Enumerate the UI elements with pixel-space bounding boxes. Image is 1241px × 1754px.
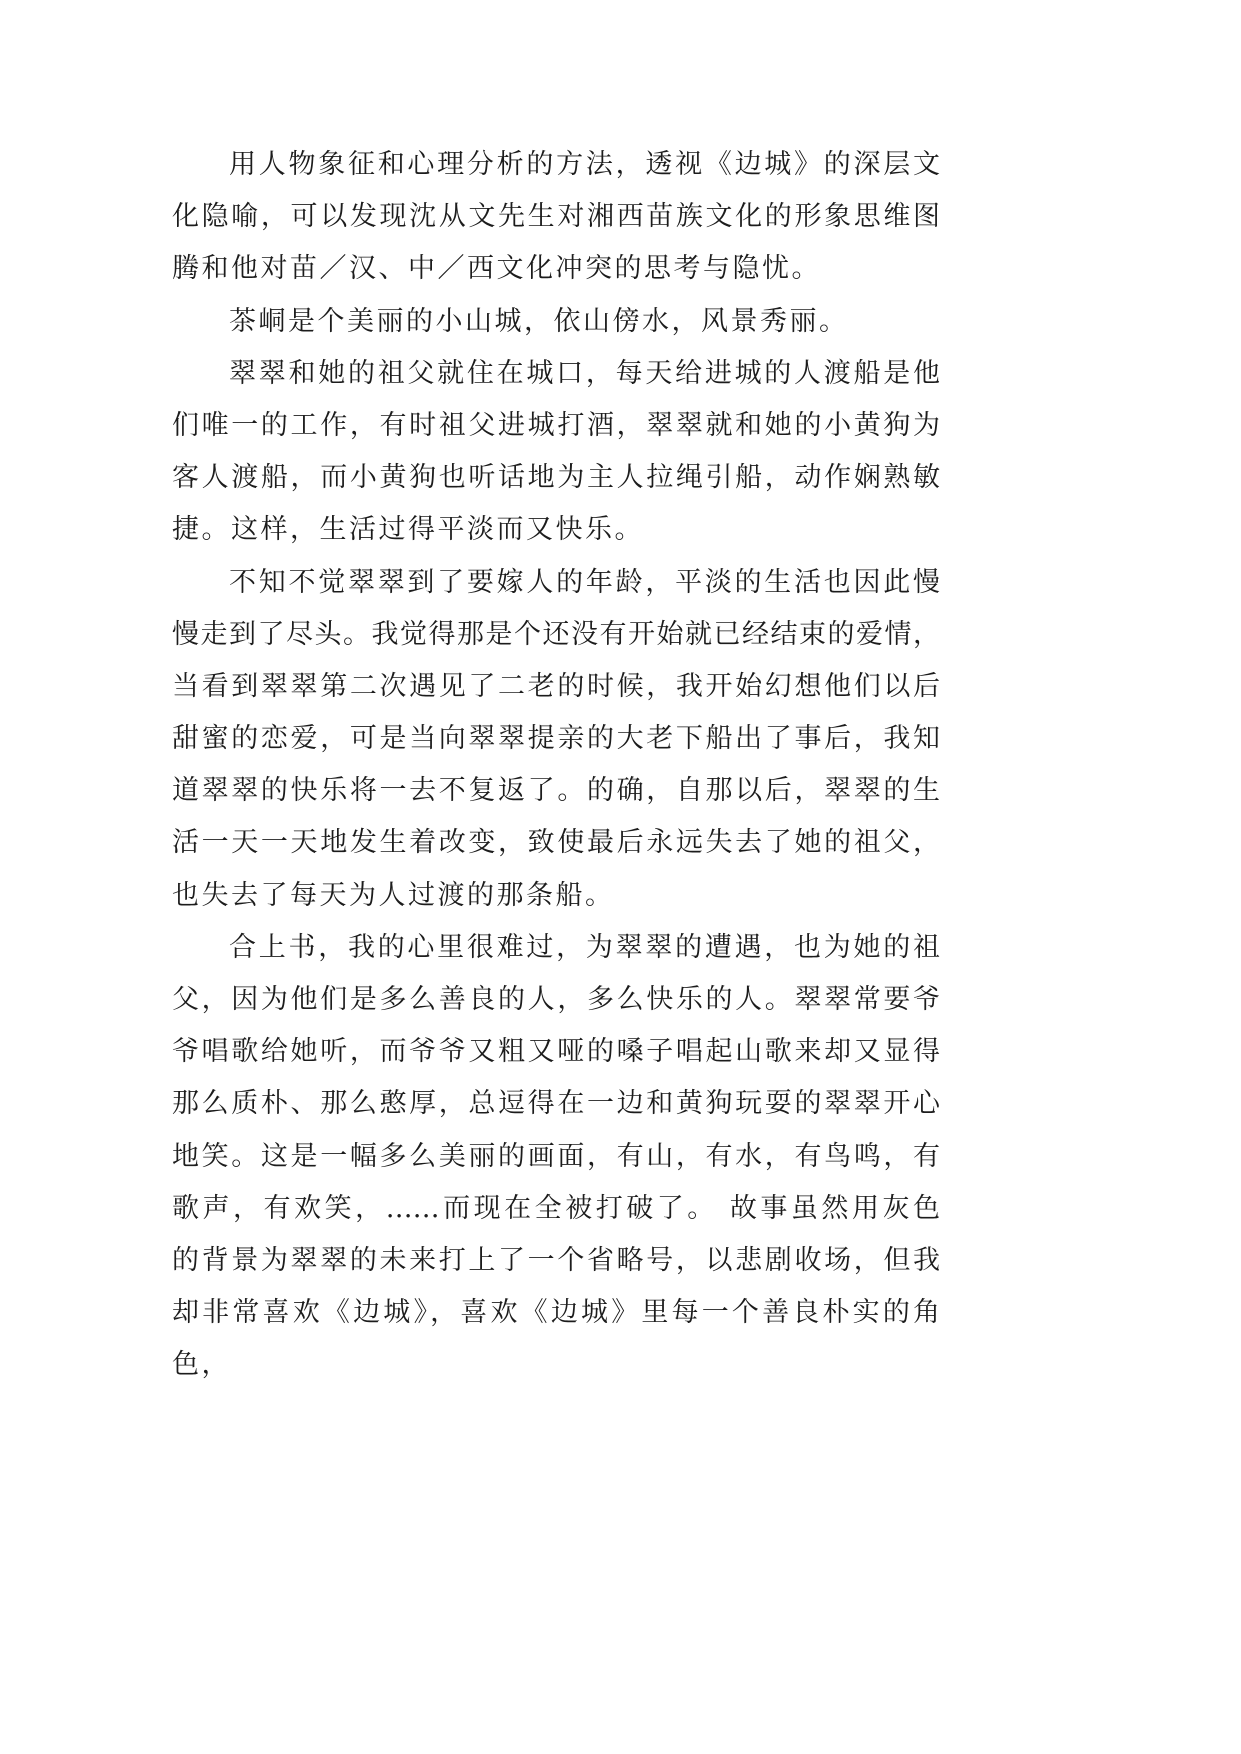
text-line: 客人渡船，而小黄狗也听话地为主人拉绳引船，动作娴熟敏: [172, 462, 940, 494]
text-line: 的背景为翠翠的未来打上了一个省略号，以悲剧收场，但我: [172, 1244, 940, 1276]
text-line: 当看到翠翠第二次遇见了二老的时候，我开始幻想他们以后: [172, 670, 940, 702]
paragraph: [172, 296, 940, 348]
paragraph: [172, 348, 940, 557]
text-line: 爷唱歌给她听，而爷爷又粗又哑的嗓子唱起山歌来却又显得: [172, 1036, 940, 1068]
text-line: 地笑。这是一幅多么美丽的画面，有山，有水，有鸟鸣，有: [172, 1140, 940, 1172]
paragraph: [172, 922, 940, 1392]
paragraph: [172, 557, 940, 922]
text-line: 化隐喻，可以发现沈从文先生对湘西苗族文化的形象思维图: [172, 201, 940, 233]
text-line: 翠翠和她的祖父就住在城口，每天给进城的人渡船是他: [229, 357, 940, 389]
text-line: 道翠翠的快乐将一去不复返了。的确，自那以后，翠翠的生: [172, 775, 940, 807]
text-line: 活一天一天地发生着改变，致使最后永远失去了她的祖父，: [172, 827, 940, 859]
text-line: 们唯一的工作，有时祖父进城打酒，翠翠就和她的小黄狗为: [172, 409, 940, 441]
text-line: 捷。这样，生活过得平淡而又快乐。: [172, 514, 644, 546]
text-line: 色，: [172, 1349, 231, 1381]
text-line: 茶峒是个美丽的小山城，依山傍水，风景秀丽。: [229, 305, 849, 337]
text-line: 腾和他对苗／汉、中／西文化冲突的思考与隐忧。: [172, 253, 821, 285]
text-line: 却非常喜欢《边城》，喜欢《边城》里每一个善良朴实的角: [172, 1297, 940, 1329]
text-line: 用人物象征和心理分析的方法，透视《边城》的深层文: [229, 149, 940, 180]
text-line: 慢走到了尽头。我觉得那是个还没有开始就已经结束的爱情，: [172, 618, 940, 650]
text-line: 那么质朴、那么憨厚，总逗得在一边和黄狗玩耍的翠翠开心: [172, 1088, 940, 1120]
text-line: 不知不觉翠翠到了要嫁人的年龄，平淡的生活也因此慢: [229, 566, 940, 598]
text-line: 也失去了每天为人过渡的那条船。: [172, 879, 615, 911]
document-page: [172, 139, 940, 1392]
text-line: 父，因为他们是多么善良的人，多么快乐的人。翠翠常要爷: [172, 984, 940, 1015]
text-line: 甜蜜的恋爱，可是当向翠翠提亲的大老下船出了事后，我知: [172, 723, 940, 755]
text-line: 合上书，我的心里很难过，为翠翠的遭遇，也为她的祖: [229, 931, 940, 963]
text-line: 歌声，有欢笑，……而现在全被打破了。 故事虽然用灰色: [172, 1192, 940, 1224]
paragraph: [172, 139, 940, 296]
